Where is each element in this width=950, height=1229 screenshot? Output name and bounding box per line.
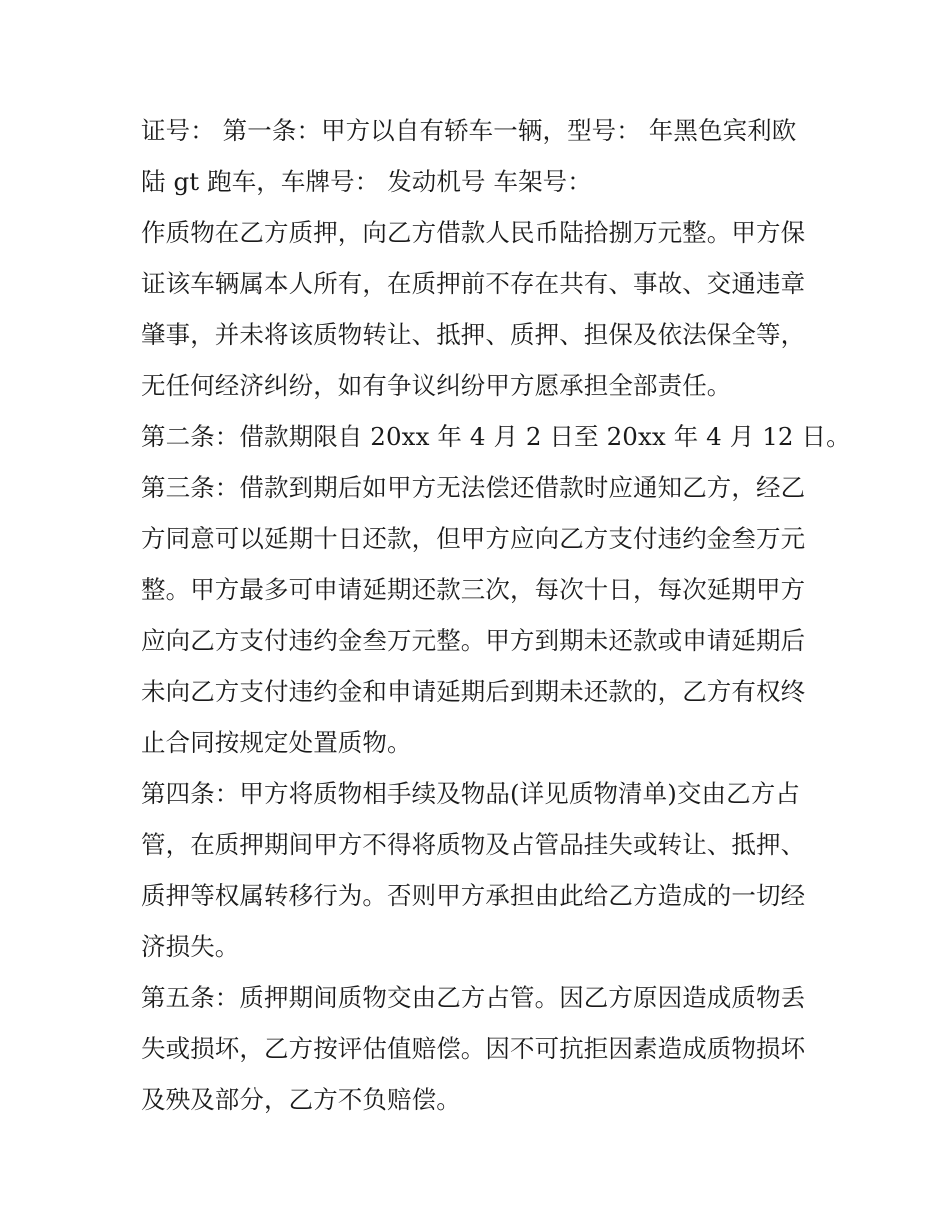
text-line: 失或损坏，乙方按评估值赔偿。因不可抗拒因素造成质物损坏	[141, 1034, 806, 1063]
document-body	[141, 105, 851, 1125]
text-line: 第三条：借款到期后如甲方无法偿还借款时应通知乙方，经乙	[141, 473, 806, 502]
text-line: 肇事，并未将该质物转让、抵押、质押、担保及依法保全等，	[141, 320, 806, 349]
text-line: 陆 gt 跑车，车牌号： 发动机号 车架号：	[141, 167, 592, 196]
text-line: 证号： 第一条：甲方以自有轿车一辆，型号： 年黑色宾利欧	[141, 116, 797, 145]
text-line: 证该车辆属本人所有，在质押前不存在共有、事故、交通违章	[141, 269, 806, 298]
text-line: 作质物在乙方质押，向乙方借款人民币陆拾捌万元整。甲方保	[141, 218, 806, 247]
text-line: 第二条：借款期限自 20xx 年 4 月 2 日至 20xx 年 4 月 12 日。	[141, 422, 851, 451]
text-line: 止合同按规定处置质物。	[141, 728, 412, 757]
text-line: 第四条：甲方将质物相手续及物品(详见质物清单)交由乙方占	[141, 779, 800, 808]
text-line: 方同意可以延期十日还款，但甲方应向乙方支付违约金叁万元	[141, 524, 806, 553]
text-line: 济损失。	[141, 932, 240, 961]
text-line: 未向乙方支付违约金和申请延期后到期未还款的，乙方有权终	[141, 677, 806, 706]
text-line: 无任何经济纠纷，如有争议纠纷甲方愿承担全部责任。	[141, 371, 732, 400]
text-line: 质押等权属转移行为。否则甲方承担由此给乙方造成的一切经	[141, 881, 806, 910]
text-line: 管，在质押期间甲方不得将质物及占管品挂失或转让、抵押、	[141, 830, 806, 859]
text-line: 应向乙方支付违约金叁万元整。甲方到期未还款或申请延期后	[141, 626, 806, 655]
text-line: 整。甲方最多可申请延期还款三次，每次十日，每次延期甲方	[141, 575, 806, 604]
text-line: 及殃及部分，乙方不负赔偿。	[141, 1085, 461, 1114]
text-line: 第五条：质押期间质物交由乙方占管。因乙方原因造成质物丢	[141, 983, 806, 1012]
